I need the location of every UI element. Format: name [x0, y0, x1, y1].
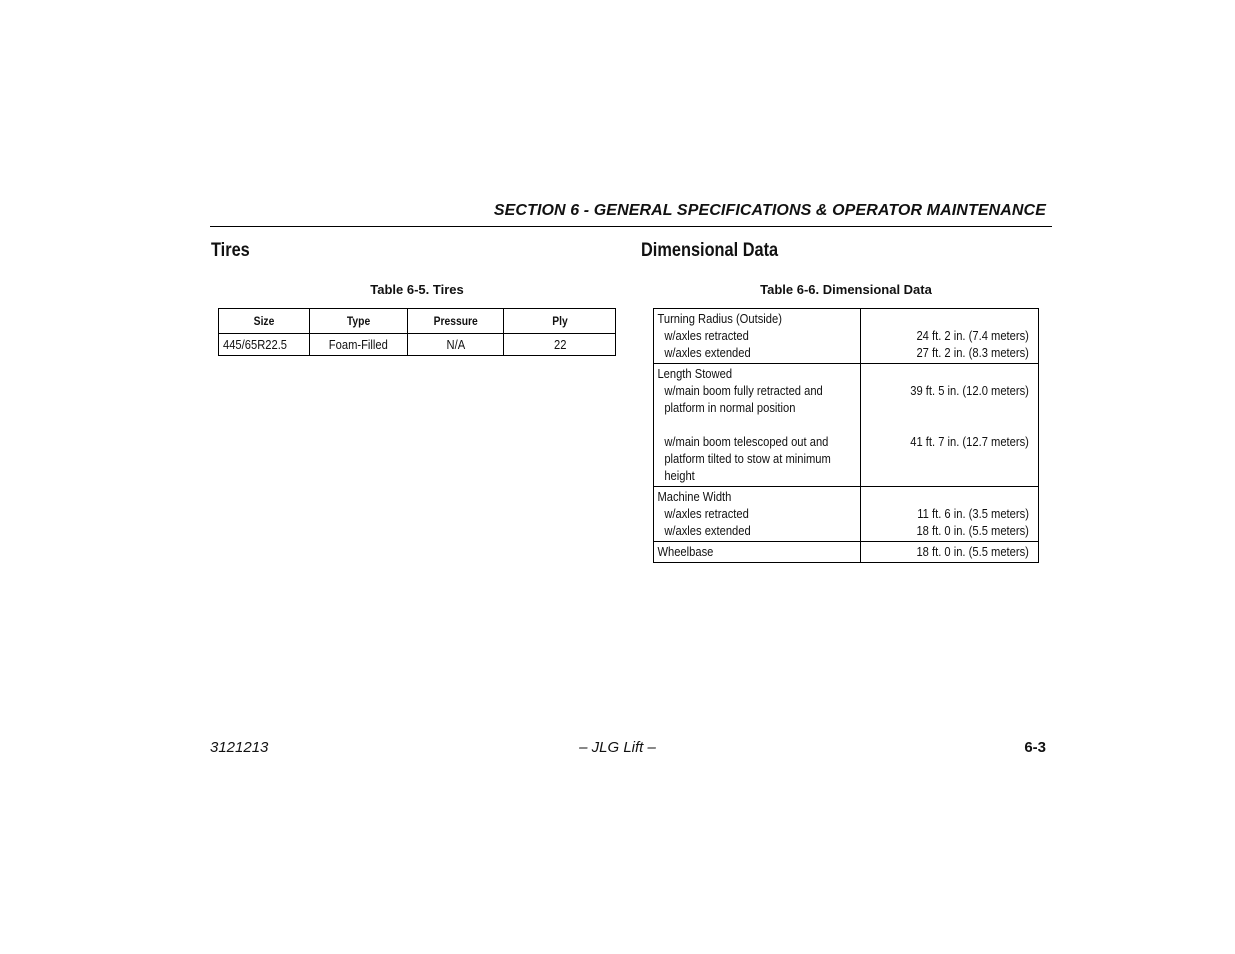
turning-radius-extended-value: 27 ft. 2 in. (8.3 meters)	[916, 345, 1029, 360]
tires-table	[218, 308, 616, 356]
column-header-size: Size	[219, 309, 310, 334]
cell-pressure: N/A	[407, 334, 504, 356]
machine-width-label: Machine Width	[657, 489, 732, 504]
header-rule	[210, 226, 1052, 227]
length-stowed-telescoped-label-line3: height	[664, 468, 695, 483]
wheelbase-label: Wheelbase	[657, 544, 714, 559]
table-row	[654, 364, 1039, 487]
length-stowed-value-cell	[860, 364, 1038, 487]
machine-width-label-cell	[654, 487, 861, 542]
wheelbase-label-cell	[654, 542, 861, 563]
cell-size: 445/65R22.5	[219, 334, 310, 356]
length-stowed-retracted-value: 39 ft. 5 in. (12.0 meters)	[909, 383, 1029, 398]
machine-width-value-cell	[860, 487, 1038, 542]
column-header-type: Type	[309, 309, 407, 334]
machine-width-retracted-value: 11 ft. 6 in. (3.5 meters)	[916, 506, 1029, 521]
wheelbase-value-cell	[860, 542, 1038, 563]
turning-radius-value-cell	[860, 309, 1038, 364]
length-stowed-label-cell	[654, 364, 861, 487]
turning-radius-label: Turning Radius (Outside)	[657, 311, 782, 326]
document-number: 3121213	[210, 739, 269, 756]
wheelbase-value: 18 ft. 0 in. (5.5 meters)	[916, 544, 1029, 559]
turning-radius-retracted-label: w/axles retracted	[664, 328, 749, 343]
tires-header-row	[219, 309, 616, 334]
length-stowed-retracted-label-line1: w/main boom fully retracted and	[664, 383, 823, 398]
footer-title: – JLG Lift –	[579, 739, 656, 756]
machine-width-extended-label: w/axles extended	[664, 523, 751, 538]
column-header-ply: Ply	[504, 309, 616, 334]
table-row	[654, 487, 1039, 542]
column-header-pressure: Pressure	[407, 309, 504, 334]
tires-table-caption: Table 6-5. Tires	[370, 282, 464, 297]
length-stowed-telescoped-label-line1: w/main boom telescoped out and	[664, 434, 829, 449]
machine-width-retracted-label: w/axles retracted	[664, 506, 749, 521]
dimensional-table-caption: Table 6-6. Dimensional Data	[760, 282, 932, 297]
machine-width-extended-value: 18 ft. 0 in. (5.5 meters)	[916, 523, 1029, 538]
cell-ply: 22	[504, 334, 616, 356]
table-row	[219, 334, 616, 356]
length-stowed-telescoped-value: 41 ft. 7 in. (12.7 meters)	[909, 434, 1029, 449]
length-stowed-label: Length Stowed	[657, 366, 733, 381]
table-row	[654, 542, 1039, 563]
page-number: 6-3	[1024, 739, 1046, 756]
length-stowed-retracted-label-line2: platform in normal position	[664, 400, 796, 415]
turning-radius-label-cell	[654, 309, 861, 364]
tires-heading: Tires	[211, 240, 250, 261]
turning-radius-extended-label: w/axles extended	[664, 345, 751, 360]
section-header: SECTION 6 - GENERAL SPECIFICATIONS & OPERATOR MAINTENANCE	[493, 202, 1046, 219]
turning-radius-retracted-value: 24 ft. 2 in. (7.4 meters)	[916, 328, 1029, 343]
length-stowed-telescoped-label-line2: platform tilted to stow at minimum	[664, 451, 831, 466]
cell-type: Foam-Filled	[309, 334, 407, 356]
dimensional-data-heading: Dimensional Data	[641, 240, 779, 261]
dimensional-data-table	[653, 308, 1039, 563]
table-row	[654, 309, 1039, 364]
